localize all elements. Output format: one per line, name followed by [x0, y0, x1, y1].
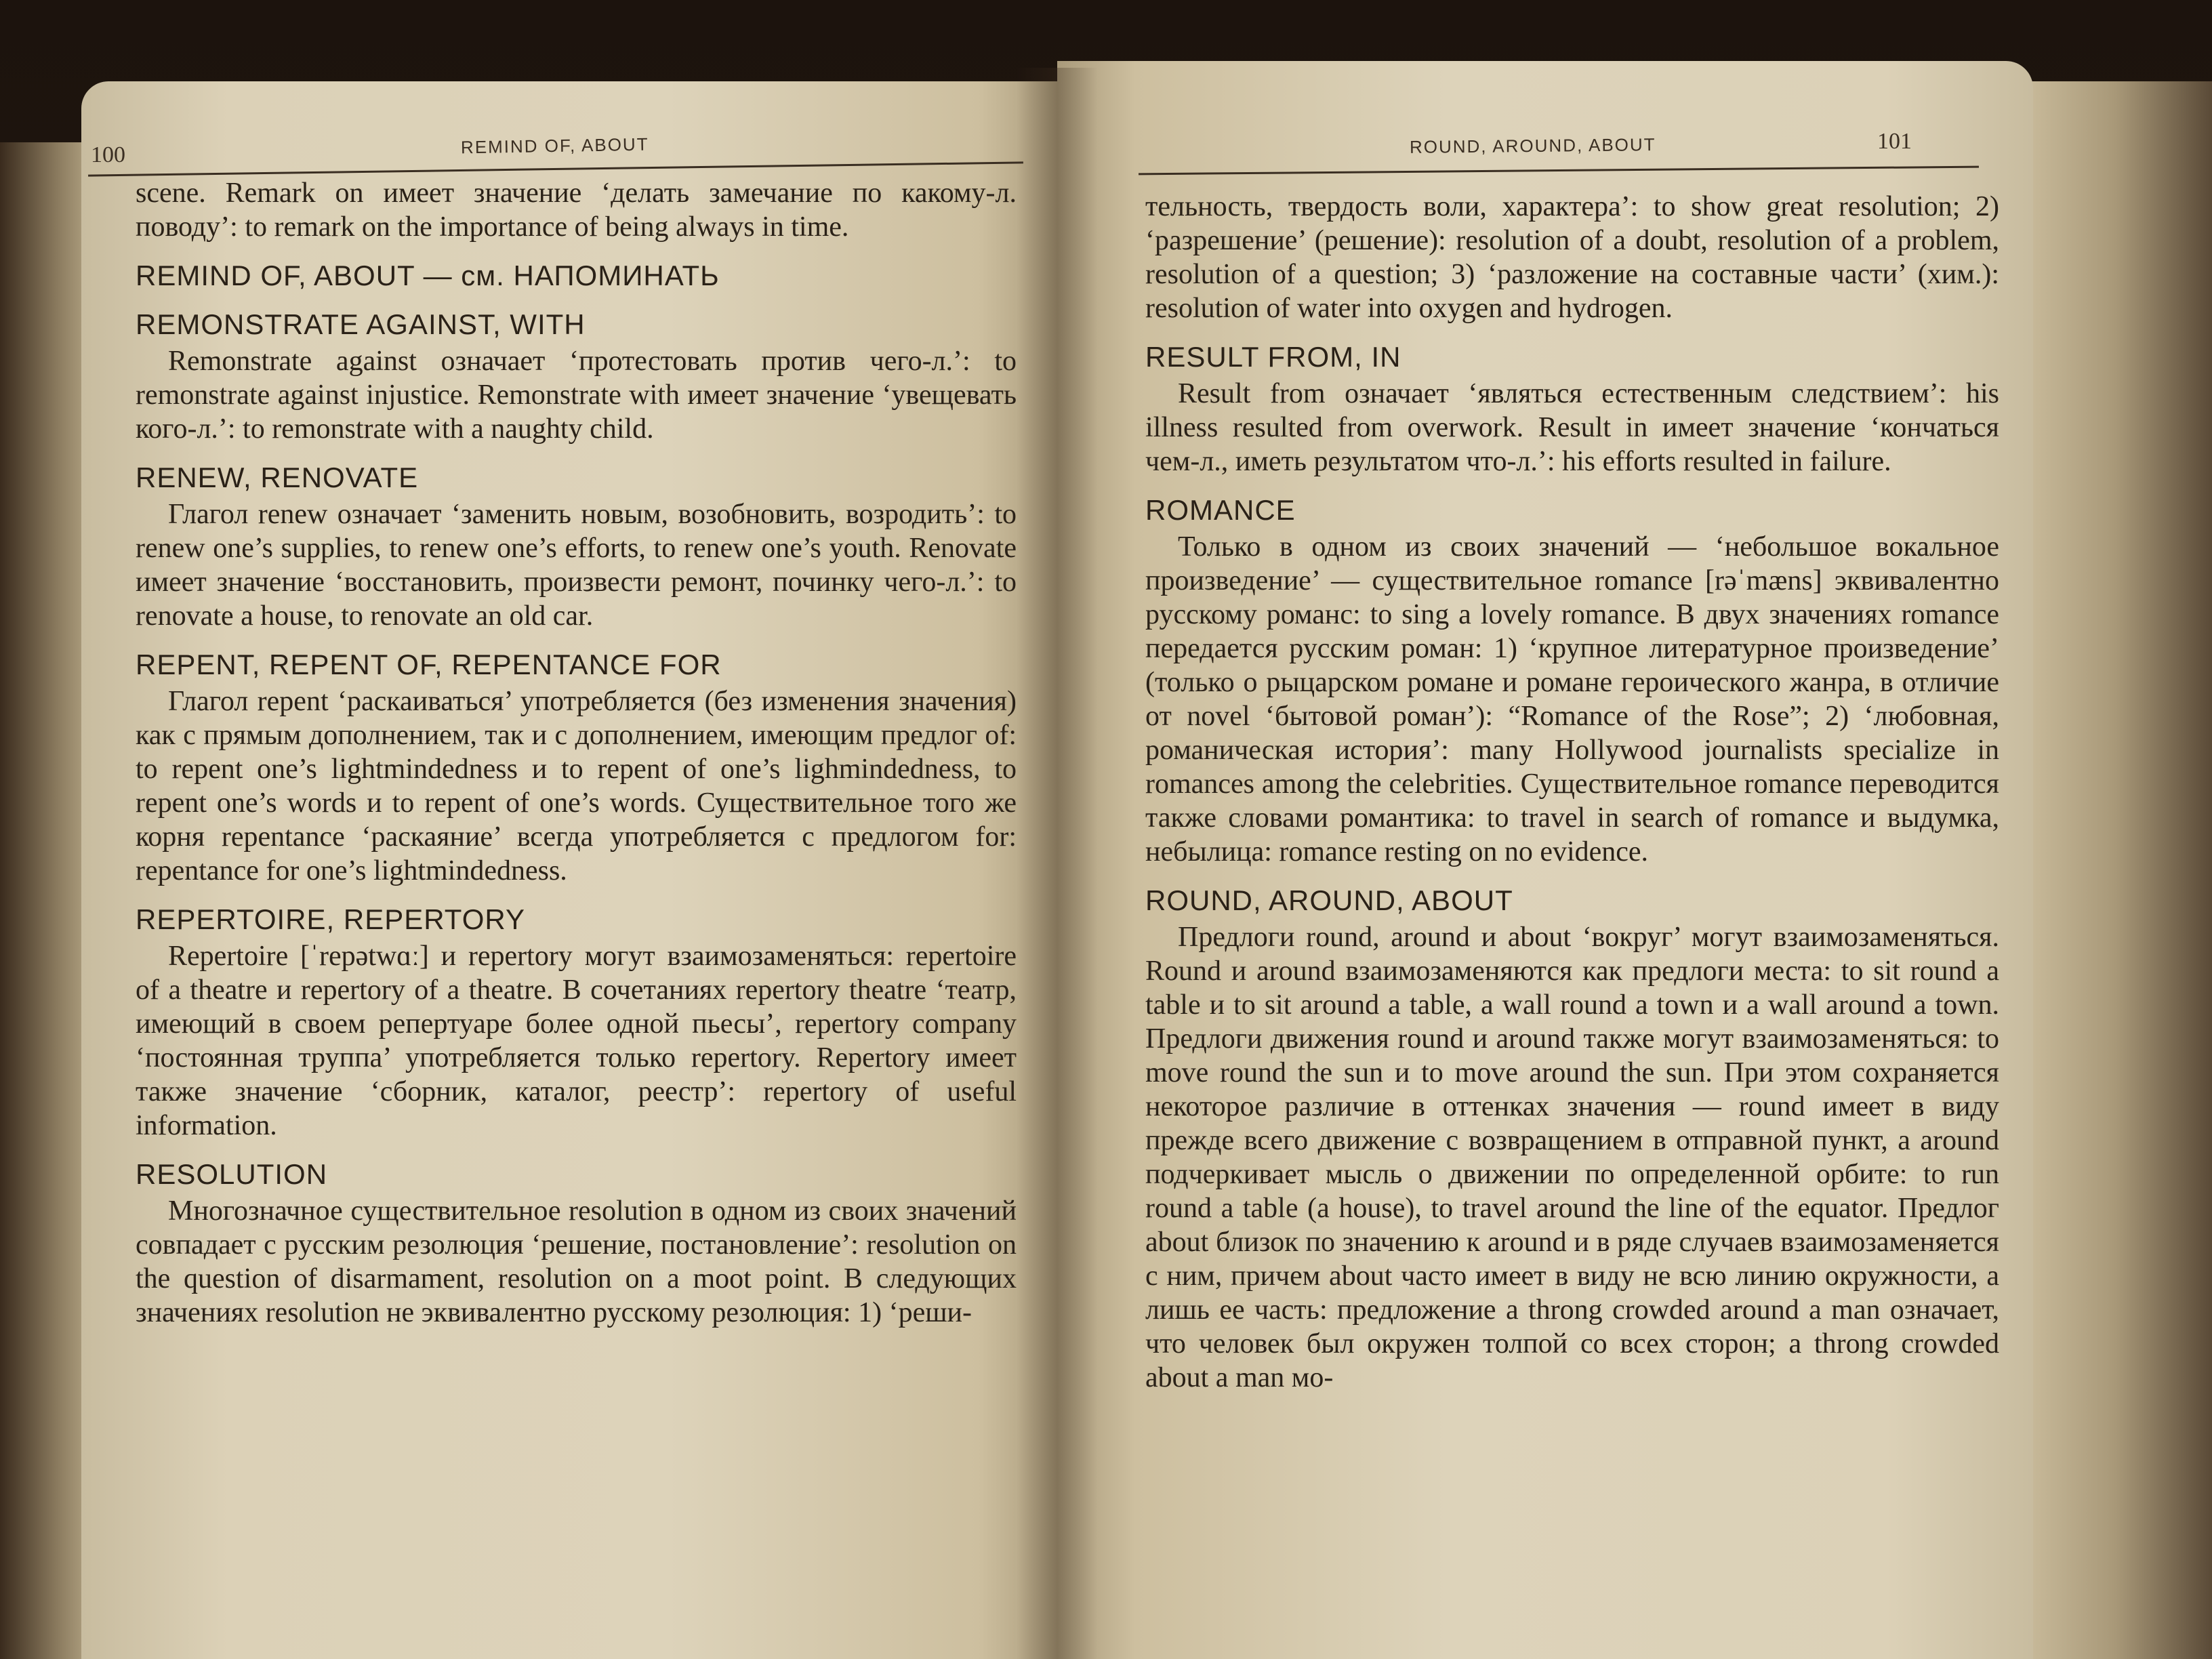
- entry-paragraph: тельность, твердость воли, характера’: to show great resolution; 2) ‘разрешение’ (решение): resolution of a doubt, resolution of a problem, resolution of a question; 3) ‘разложение на составные части’ (хим.): resolution of water into oxygen and hydrogen.: [1145, 191, 1999, 324]
- right-page-number: 101: [1877, 129, 1912, 154]
- right-running-head: ROUND, AROUND, ABOUT: [1409, 134, 1656, 157]
- entry-headword: RESULT FROM, IN: [1145, 341, 1401, 373]
- left-page-text: [136, 176, 1017, 1330]
- left-header-rule: [88, 161, 1023, 176]
- right-page-text: [1145, 190, 1999, 1395]
- entry-paragraph: Глагол renew означает ‘заменить новым, возобновить, возродить’: to renew one’s supplies, to renew one’s efforts, to renew one’s youth. Renovate имеет значение ‘восстановить, произвести ремонт, починку чего-л.’: to renovate a house, to renovate an old car.: [136, 499, 1017, 632]
- left-running-head: REMIND OF, ABOUT: [460, 134, 649, 158]
- right-header-rule: [1139, 166, 1979, 176]
- entry-paragraph: scene. Remark on имеет значение ‘делать замечание по какому-л. поводу’: to remark on the importance of being always in time.: [136, 178, 1017, 243]
- entry-paragraph: Глагол repent ‘раскаиваться’ употребляется (без изменения значения) как с прямым дополнением, так и с дополнением, имеющим предлог of: to repent one’s lightmindedness и to repent of one’s lighmindedness, to repent one’s words и to repent of one’s words. Существительное того же корня repentance ‘раскаяние’ всегда употребляется с предлогом for: repentance for one’s lightmindedness.: [136, 686, 1017, 886]
- book-gutter-shadow: [1017, 68, 1098, 1659]
- book-left-edge: [0, 142, 95, 1659]
- left-page-number: 100: [91, 142, 125, 167]
- entry-paragraph: Result from означает ‘являться естественным следствием’: his illness resulted from overwork. Result in имеет значение ‘кончаться чем-л., иметь результатом что-л.’: his efforts resulted in failure.: [1145, 378, 1999, 477]
- entry-paragraph: Предлоги round, around и about ‘вокруг’ могут взаимозаменяться. Round и around взаимозаменяются как предлоги места: to sit round a table и to sit around a table, a wall round a town и a wall around a town. Предлоги движения round и around также могут взаимозаменяться: to move round the sun и to move around the sun. При этом сохраняется некоторое различие в оттенках значения — round имеет в виду прежде всего движение с возвращением в отправной пункт, а around подчеркивает мысль о движении по определенной орбите: to run round a table (a house), to travel around the line of the equator. Предлог about близок по значению к around и в ряде случаев взаимозаменяется с ним, причем about часто имеет в виду не всю линию окружности, а лишь ее часть: предложение a throng crowded around a man означает, что человек был окружен толпой со всех сторон; a throng crowded about a man мо-: [1145, 922, 1999, 1393]
- entry-headword: REPENT, REPENT OF, REPENTANCE FOR: [136, 649, 722, 680]
- entry-paragraph: Только в одном из своих значений — ‘небольшое вокальное произведение’ — существительное romance [rəˈmæns] эквивалентно русскому романс: to sing a lovely romance. В двух значениях romance передается русским роман: 1) ‘крупное литературное произведение’ (только о рыцарском романе и романе героического жанра, в отличие от novel ‘бытовой роман’): “Romance of the Rose”; 2) ‘любовная, романическая история’: many Hollywood journalists specialize in romances among the celebrities. Существительное romance переводится также словами романтика: to travel in search of romance и выдумка, небылица: romance resting on no evidence.: [1145, 531, 1999, 867]
- entry-headword: ROUND, AROUND, ABOUT: [1145, 884, 1513, 916]
- entry-headword: REPERTOIRE, REPERTORY: [136, 903, 525, 935]
- entry-headword: RESOLUTION: [136, 1158, 328, 1190]
- entry-headword: REMIND OF, ABOUT — см. НАПОМИНАТЬ: [136, 260, 720, 291]
- right-page: [1057, 61, 2033, 1659]
- entry-paragraph: Многозначное существительное resolution в одном из своих значений совпадает с русским резолюция ‘решение, постановление’: resolution on the question of disarmament, resolution on a moot point. В следующих значениях resolution не эквивалентно русскому резолюция: 1) ‘реши-: [136, 1195, 1017, 1328]
- entry-headword: ROMANCE: [1145, 494, 1296, 526]
- entry-paragraph: Repertoire [ˈrepətwɑː] и repertory могут взаимозаменяться: repertoire of a theatre и repertory of a theatre. В сочетаниях repertory theatre ‘театр, имеющий в своем репертуаре более одной пьесы’, repertory company ‘постоянная труппа’ употребляется только repertory. Repertory имеет также значение ‘сборник, каталог, реестр’: repertory of useful information.: [136, 941, 1017, 1141]
- entry-paragraph: Remonstrate against означает ‘протестовать против чего-л.’: to remonstrate against injustice. Remonstrate with имеет значение ‘увещевать кого-л.’: to remonstrate with a naughty child.: [136, 346, 1017, 445]
- entry-headword: REMONSTRATE AGAINST, WITH: [136, 308, 586, 340]
- entry-headword: RENEW, RENOVATE: [136, 462, 419, 493]
- book-right-edge: [2020, 81, 2212, 1659]
- left-page: [81, 81, 1057, 1659]
